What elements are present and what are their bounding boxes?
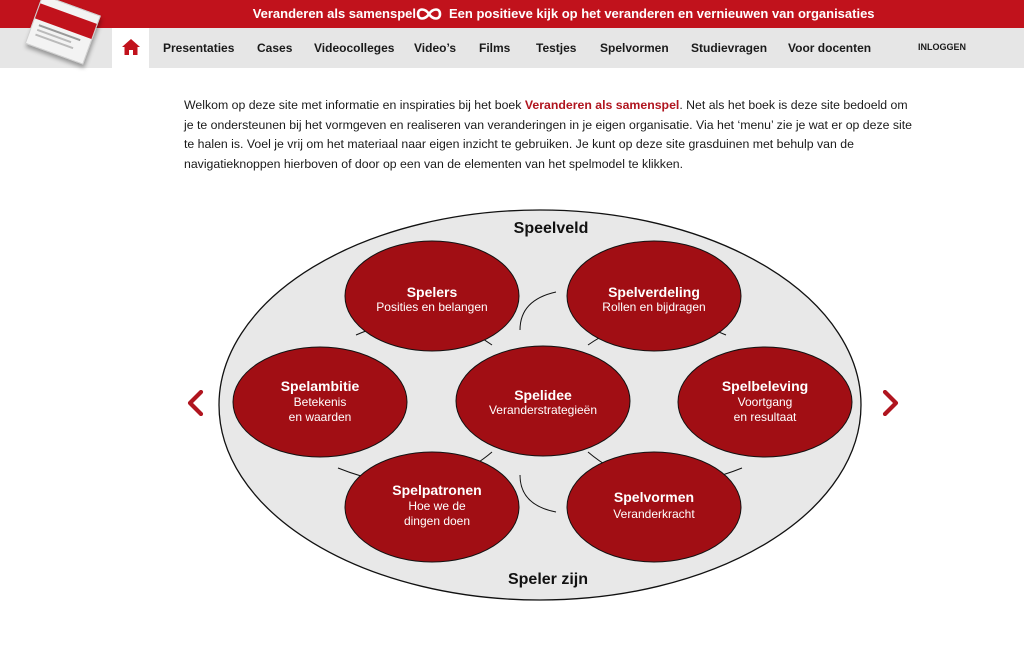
nav-item-spelvormen[interactable]: Spelvormen <box>600 41 669 55</box>
element-title: Spelpatronen <box>392 482 482 498</box>
element-subtitle: Posities en belangen <box>376 300 488 314</box>
nav-item-studievragen[interactable]: Studievragen <box>691 41 768 55</box>
element-subtitle: dingen doen <box>403 514 471 528</box>
element-title: Spelvormen <box>613 489 695 505</box>
element-subtitle: Hoe we de <box>408 499 466 513</box>
element-title: Spelverdeling <box>608 284 700 300</box>
element-spelidee[interactable] <box>456 346 630 456</box>
element-subtitle: en resultaat <box>733 410 797 424</box>
nav-item-videocolleges[interactable]: Videocolleges <box>314 41 395 55</box>
speelveld-label: Speelveld <box>513 220 589 237</box>
element-subtitle: Veranderstrategieën <box>488 403 598 417</box>
chevron-left-icon[interactable] <box>186 390 206 416</box>
site-title: Veranderen als samenspel <box>252 6 416 21</box>
nav-item-videos[interactable]: Video’s <box>414 41 457 55</box>
book-link[interactable]: Veranderen als samenspel <box>524 98 680 112</box>
site-tagline: Een positieve kijk op het veranderen en vernieuwen van organisaties <box>449 6 875 21</box>
element-spelambitie[interactable] <box>233 347 407 457</box>
element-spelbeleving[interactable] <box>678 347 852 457</box>
element-subtitle: Veranderkracht <box>613 507 695 521</box>
element-title: Spelbeleving <box>721 378 809 394</box>
nav-item-presentaties[interactable]: Presentaties <box>163 41 235 55</box>
element-title: Spelambitie <box>280 378 360 394</box>
element-spelverdeling[interactable] <box>567 241 741 351</box>
element-title: Spelers <box>406 284 458 300</box>
login-link[interactable]: INLOGGEN <box>918 42 967 52</box>
nav-item-testjes[interactable]: Testjes <box>536 41 577 55</box>
nav-item-films[interactable]: Films <box>479 41 511 55</box>
nav-item-cases[interactable]: Cases <box>257 41 293 55</box>
element-subtitle: Voortgang <box>737 395 793 409</box>
intro-text-start: Welkom op deze site met informatie en inspiraties bij het boek <box>184 98 525 112</box>
element-subtitle: en waarden <box>288 410 352 424</box>
element-title: Spelidee <box>514 387 572 403</box>
element-spelvormen[interactable] <box>567 452 741 562</box>
speler-zijn-label: Speler zijn <box>507 571 589 588</box>
element-spelers[interactable] <box>345 241 519 351</box>
nav-item-voor-docenten[interactable]: Voor docenten <box>788 41 872 55</box>
element-subtitle: Betekenis <box>293 395 347 409</box>
chevron-right-icon[interactable] <box>880 390 900 416</box>
element-spelpatronen[interactable] <box>345 452 519 562</box>
intro-text-end: . Net als het boek is deze site bedoeld om je te ondersteunen bij het vormgeven en realiseren van veranderingen in je eigen organisatie. Via het ‘menu’ zie je wat er op deze site te halen is. Voel je vrij om het materiaal naar eigen inzicht te gebruiken. Je kunt op deze site grasduinen met behulp van de navigatieknoppen hierboven of door op een van de elementen van het spelmodel te klikken. <box>184 98 913 171</box>
element-subtitle: Rollen en bijdragen <box>602 300 706 314</box>
